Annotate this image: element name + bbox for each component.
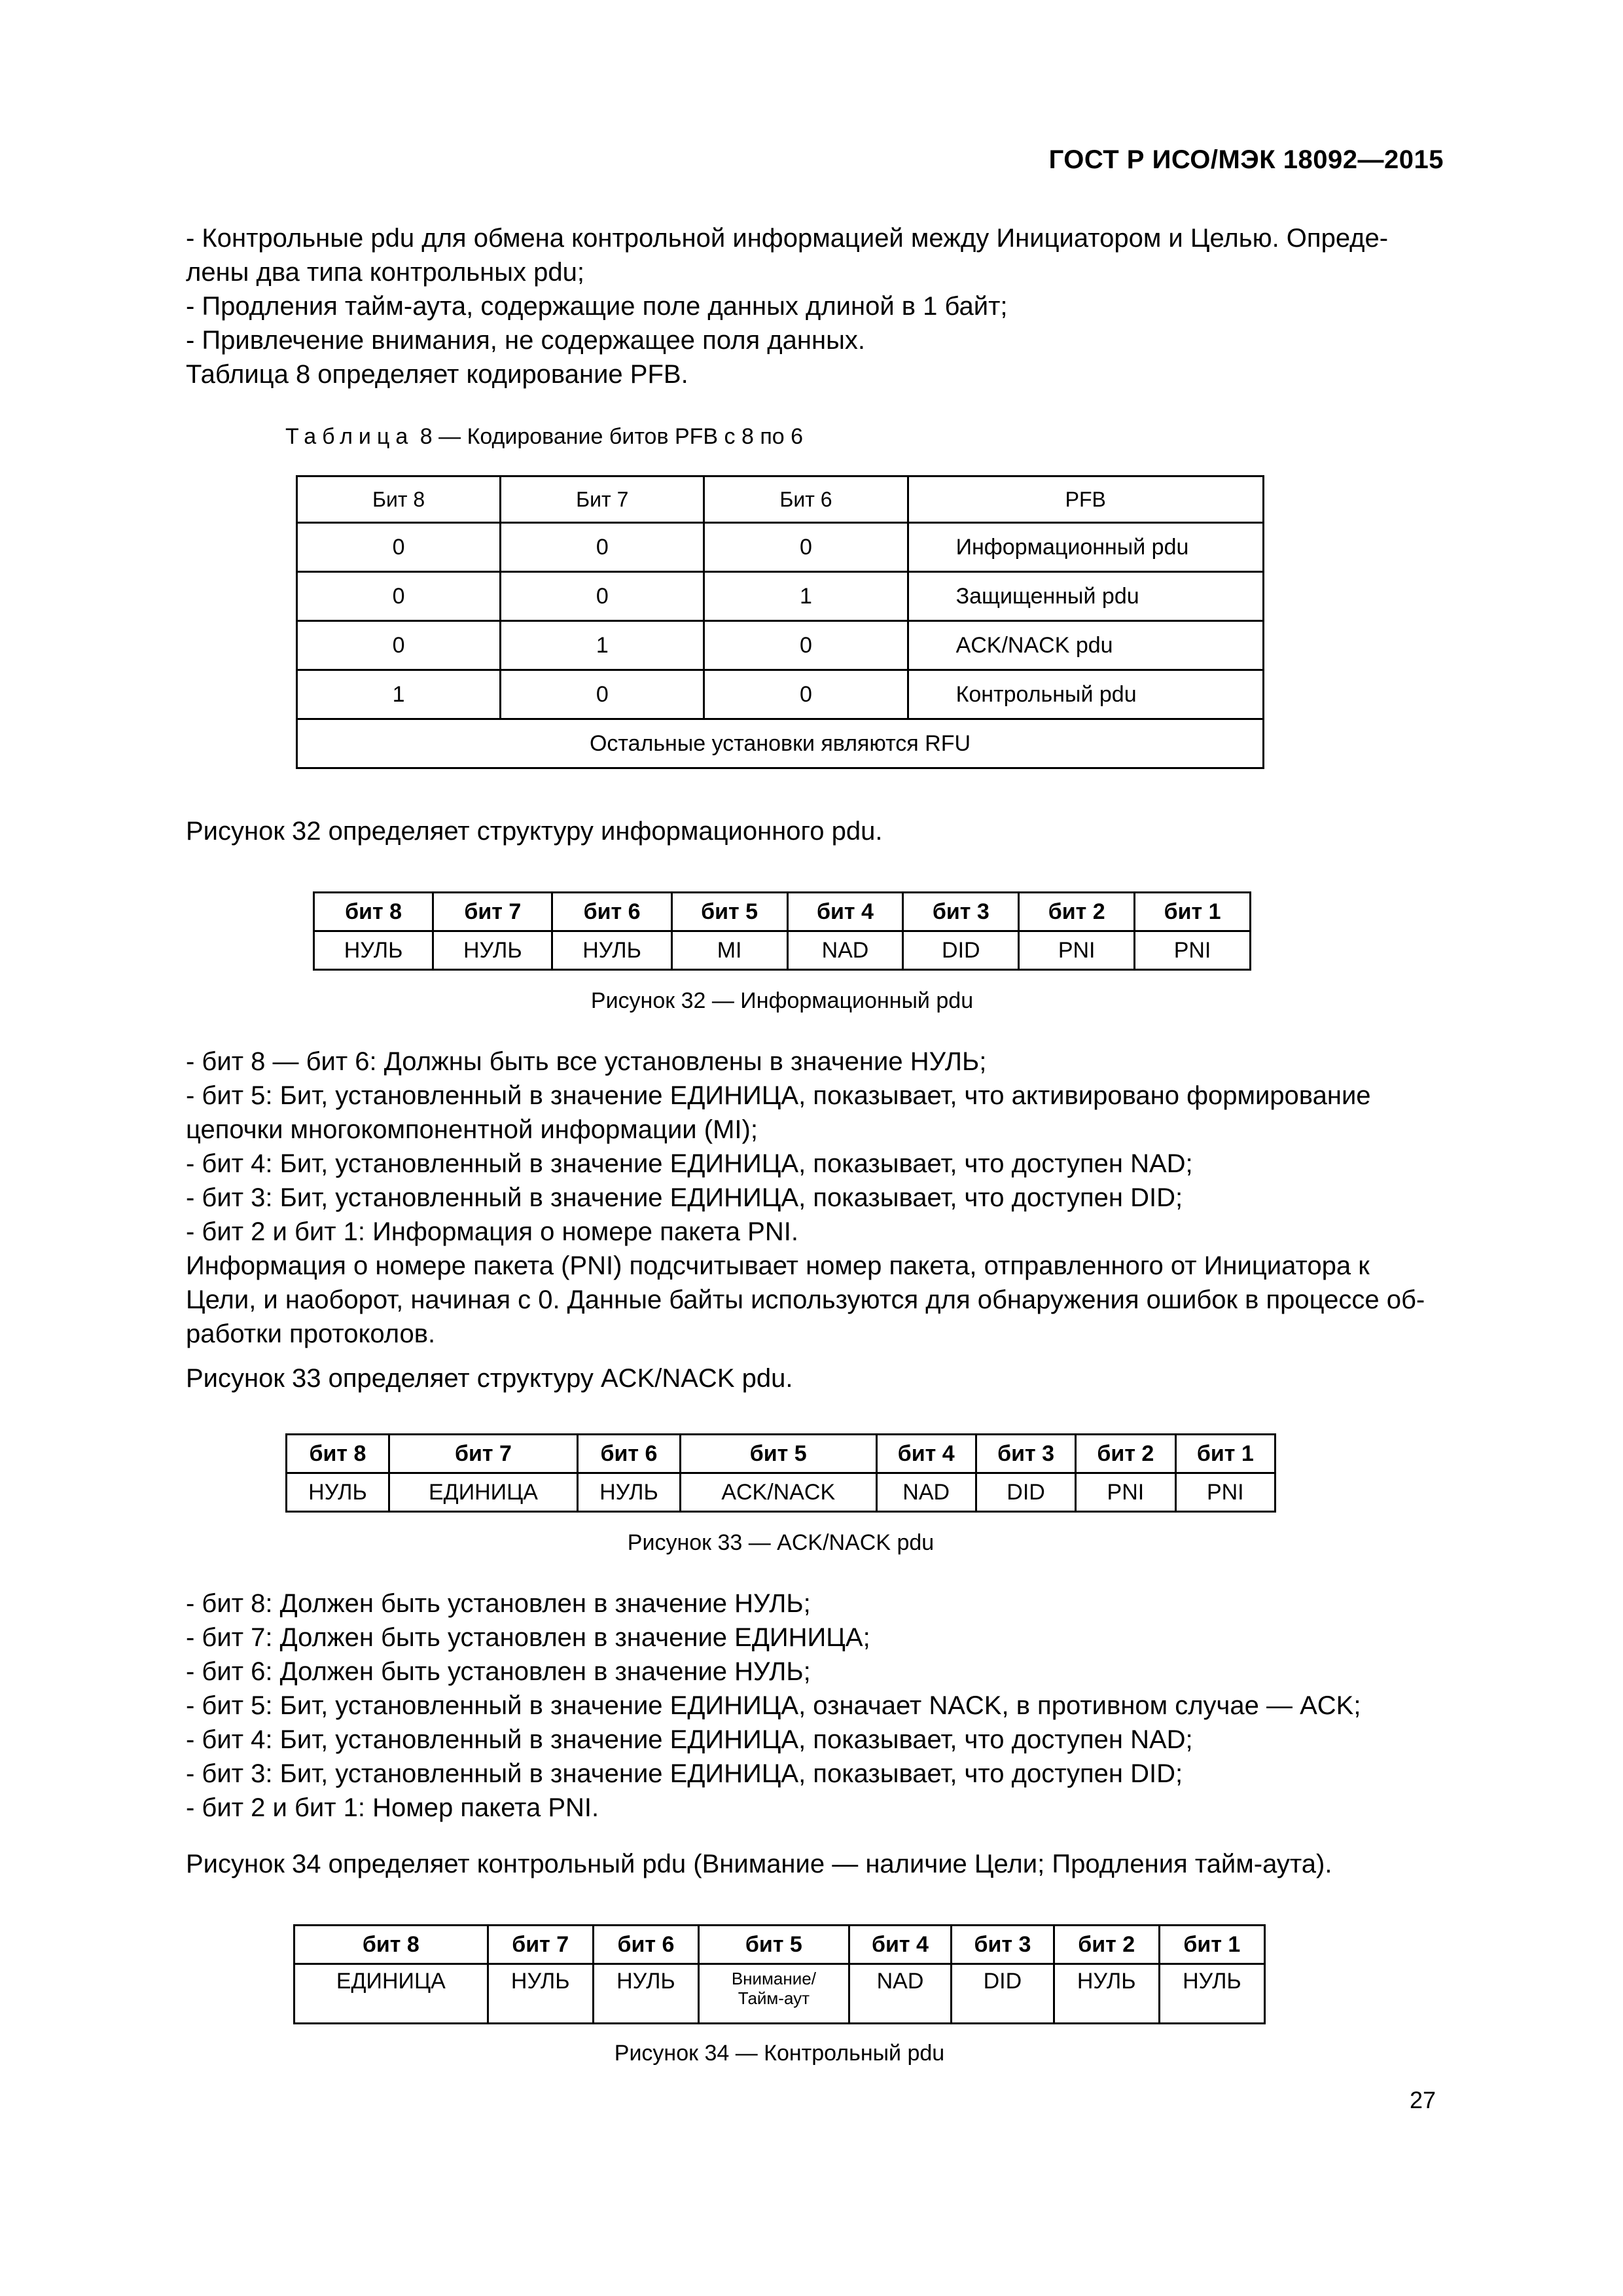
fig34-header-cell: бит 5 (698, 1926, 849, 1964)
fig32-header-row (314, 893, 1251, 931)
table8-cell: 0 (501, 670, 704, 719)
fig32-header-cell: бит 1 (1135, 893, 1251, 931)
fig32-value-cell: DID (903, 931, 1019, 970)
fig32-value-cell: PNI (1135, 931, 1251, 970)
fig33-header-cell: бит 7 (389, 1435, 577, 1473)
fig34-value-cell: НУЛЬ (1054, 1964, 1159, 2024)
fig33-header-cell: бит 5 (680, 1435, 876, 1473)
fig34-header-cell: бит 4 (849, 1926, 951, 1964)
fig32-header-cell: бит 3 (903, 893, 1019, 931)
fig34-header-cell: бит 8 (294, 1926, 488, 1964)
table8-cell: 1 (297, 670, 501, 719)
fig32-bullet: - бит 3: Бит, установленный в значение ЕДИНИЦА, показывает, что доступен DID; (186, 1183, 1183, 1212)
pni-paragraph-line: Цели, и наоборот, начиная с 0. Данные байты используются для обнаружения ошибок в процессе об- (186, 1285, 1425, 1314)
fig33-value-cell: PNI (1175, 1473, 1275, 1512)
fig32-value-cell: НУЛЬ (314, 931, 433, 970)
table8-header-cell: PFB (908, 476, 1263, 523)
fig34-value-cell-attention (698, 1964, 849, 2024)
fig34-header-cell: бит 2 (1054, 1926, 1159, 1964)
fig32-value-cell: НУЛЬ (433, 931, 552, 970)
intro-line-1: - Контрольные pdu для обмена контрольной информацией между Инициатором и Целью. Опреде- (186, 224, 1389, 253)
table8 (296, 475, 1264, 769)
fig32-header-cell: бит 6 (552, 893, 671, 931)
fig33-header-cell: бит 8 (287, 1435, 389, 1473)
table8-header-cell: Бит 6 (704, 476, 908, 523)
table8-cell: Защищенный pdu (908, 572, 1263, 621)
table8-header-row (297, 476, 1264, 523)
pni-paragraph-line: Информация о номере пакета (PNI) подсчитывает номер пакета, отправленного от Инициатора к (186, 1251, 1370, 1280)
table8-footer: Остальные установки являются RFU (297, 719, 1264, 768)
fig32-header-cell: бит 2 (1019, 893, 1135, 931)
fig32-header-cell: бит 4 (787, 893, 903, 931)
fig32-bullet: - бит 2 и бит 1: Информация о номере пакета PNI. (186, 1217, 798, 1246)
table8-header-cell: Бит 7 (501, 476, 704, 523)
fig32-bullet-cont: цепочки многокомпонентной информации (MI); (186, 1115, 758, 1144)
table8-cell: 0 (704, 621, 908, 670)
fig34-value-cell: НУЛЬ (1159, 1964, 1264, 2024)
table8-cell: 0 (297, 572, 501, 621)
fig33-bullet: - бит 3: Бит, установленный в значение ЕДИНИЦА, показывает, что доступен DID; (186, 1759, 1183, 1788)
pni-paragraph-line: работки протоколов. (186, 1319, 436, 1348)
fig34-table (293, 1924, 1266, 2024)
table8-cell: 0 (704, 670, 908, 719)
fig33-table (285, 1433, 1276, 1513)
fig33-value-cell: НУЛЬ (577, 1473, 680, 1512)
fig34-value-cell: ЕДИНИЦА (294, 1964, 488, 2024)
fig32-bullet: - бит 4: Бит, установленный в значение ЕДИНИЦА, показывает, что доступен NAD; (186, 1149, 1193, 1178)
intro-line-3: - Привлечение внимания, не содержащее поля данных. (186, 326, 865, 355)
fig33-caption: Рисунок 33 — ACK/NACK pdu (627, 1530, 935, 1555)
table8-row (297, 621, 1264, 670)
fig32-header-cell: бит 7 (433, 893, 552, 931)
fig32-header-cell: бит 8 (314, 893, 433, 931)
table8-cell: Контрольный pdu (908, 670, 1263, 719)
fig33-value-cell: DID (976, 1473, 1075, 1512)
fig33-bullet: - бит 8: Должен быть установлен в значение НУЛЬ; (186, 1589, 811, 1618)
table8-cell: 0 (704, 523, 908, 572)
fig34-value-line1: Внимание/ (731, 1969, 816, 1988)
fig32-caption: Рисунок 32 — Информационный pdu (590, 988, 974, 1013)
table8-caption (285, 424, 803, 450)
fig32-value-cell: NAD (787, 931, 903, 970)
fig33-header-cell: бит 2 (1076, 1435, 1175, 1473)
fig33-header-cell: бит 4 (876, 1435, 976, 1473)
table8-cell: 0 (297, 621, 501, 670)
table8-header-cell: Бит 8 (297, 476, 501, 523)
table8-cell: 1 (704, 572, 908, 621)
fig33-value-cell: PNI (1076, 1473, 1175, 1512)
page-number: 27 (1409, 2087, 1436, 2113)
table8-cell: Информационный pdu (908, 523, 1263, 572)
fig33-value-cell: ЕДИНИЦА (389, 1473, 577, 1512)
table8-row (297, 670, 1264, 719)
fig32-value-cell: PNI (1019, 931, 1135, 970)
table8-cell: ACK/NACK pdu (908, 621, 1263, 670)
fig33-value-cell: НУЛЬ (287, 1473, 389, 1512)
fig33-bullet: - бит 7: Должен быть установлен в значение ЕДИНИЦА; (186, 1623, 870, 1652)
fig34-value-cell: DID (952, 1964, 1054, 2024)
fig34-header-row (294, 1926, 1265, 1964)
fig34-value-cell: NAD (849, 1964, 951, 2024)
fig34-value-row (294, 1964, 1265, 2024)
fig34-header-cell: бит 6 (593, 1926, 698, 1964)
table8-caption-rest: 8 — Кодирование битов PFB с 8 по 6 (419, 424, 804, 449)
fig34-header-cell: бит 3 (952, 1926, 1054, 1964)
fig32-intro: Рисунок 32 определяет структуру информационного pdu. (186, 817, 883, 846)
intro-line-4: Таблица 8 определяет кодирование PFB. (186, 360, 688, 389)
fig32-value-cell: MI (671, 931, 787, 970)
fig33-value-row (287, 1473, 1275, 1512)
fig33-header-cell: бит 6 (577, 1435, 680, 1473)
fig33-header-row (287, 1435, 1275, 1473)
table8-row (297, 572, 1264, 621)
fig34-caption: Рисунок 34 — Контрольный pdu (614, 2041, 945, 2066)
fig34-value-line2: Тайм-аут (738, 1988, 810, 2008)
fig33-bullet: - бит 6: Должен быть установлен в значение НУЛЬ; (186, 1657, 811, 1686)
table8-cell: 0 (501, 572, 704, 621)
fig33-header-cell: бит 3 (976, 1435, 1075, 1473)
fig32-header-cell: бит 5 (671, 893, 787, 931)
fig32-table (313, 891, 1251, 971)
fig33-bullet: - бит 4: Бит, установленный в значение ЕДИНИЦА, показывает, что доступен NAD; (186, 1725, 1193, 1754)
table8-caption-prefix: Таблица (285, 424, 414, 449)
table8-row (297, 523, 1264, 572)
fig33-intro: Рисунок 33 определяет структуру ACK/NACK pdu. (186, 1364, 793, 1393)
fig32-value-row (314, 931, 1251, 970)
table8-footer-row (297, 719, 1264, 768)
fig34-header-cell: бит 1 (1159, 1926, 1264, 1964)
fig33-bullet: - бит 2 и бит 1: Номер пакета PNI. (186, 1793, 599, 1822)
fig32-bullet: - бит 5: Бит, установленный в значение ЕДИНИЦА, показывает, что активировано формирование (186, 1081, 1371, 1110)
document-header: ГОСТ Р ИСО/МЭК 18092—2015 (1048, 145, 1444, 174)
intro-line-2: - Продления тайм-аута, содержащие поле данных длиной в 1 байт; (186, 292, 1008, 321)
table8-cell: 0 (501, 523, 704, 572)
fig34-header-cell: бит 7 (488, 1926, 593, 1964)
fig33-header-cell: бит 1 (1175, 1435, 1275, 1473)
fig33-value-cell: NAD (876, 1473, 976, 1512)
fig32-bullet: - бит 8 — бит 6: Должны быть все установлены в значение НУЛЬ; (186, 1047, 987, 1076)
fig34-value-cell: НУЛЬ (593, 1964, 698, 2024)
fig34-value-cell: НУЛЬ (488, 1964, 593, 2024)
table8-cell: 0 (297, 523, 501, 572)
table8-cell: 1 (501, 621, 704, 670)
fig32-value-cell: НУЛЬ (552, 931, 671, 970)
intro-line-1b: лены два типа контрольных pdu; (186, 258, 584, 287)
fig33-bullet: - бит 5: Бит, установленный в значение ЕДИНИЦА, означает NACK, в противном случае — ACK; (186, 1691, 1361, 1720)
fig34-intro: Рисунок 34 определяет контрольный pdu (Внимание — наличие Цели; Продления тайм-аута). (186, 1850, 1332, 1878)
fig33-value-cell: ACK/NACK (680, 1473, 876, 1512)
intro-paragraph (186, 221, 1444, 255)
